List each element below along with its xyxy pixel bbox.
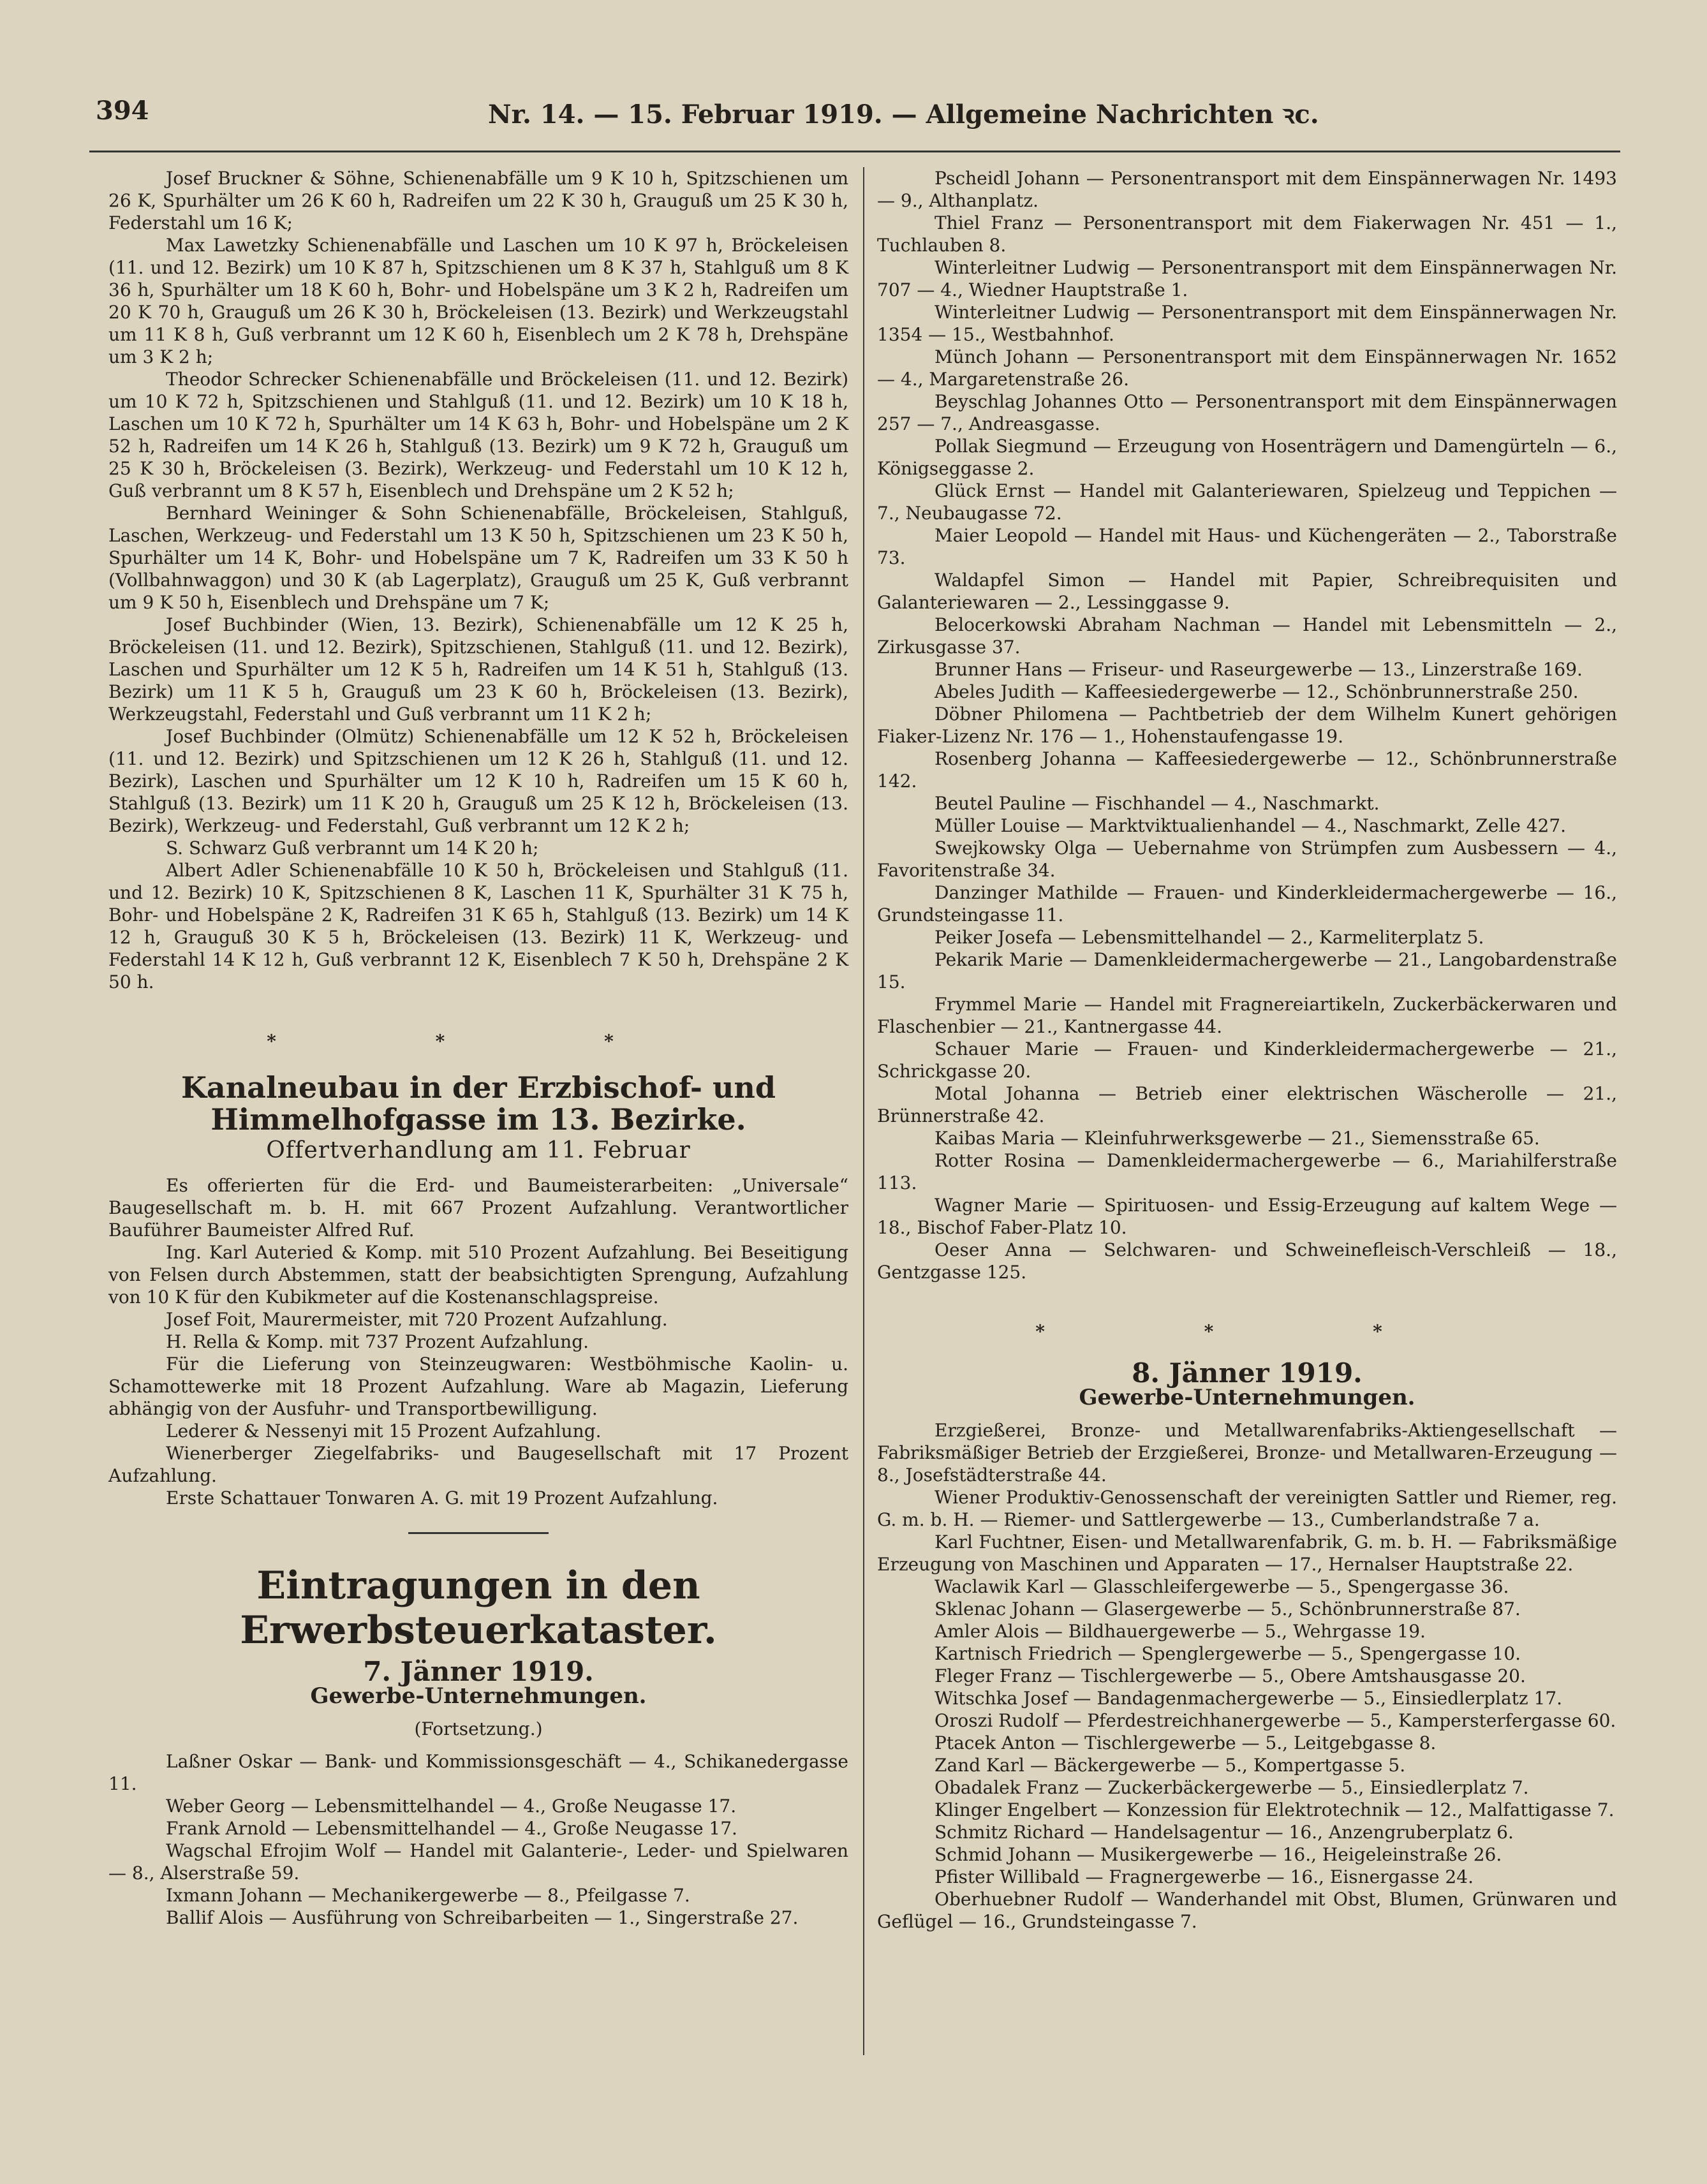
registry-entry: Brunner Hans — Friseur- und Raseurgewerbe — 13., Linzerstraße 169.: [935, 659, 1583, 680]
offer-paragraph: Josef Foit, Maurermeister, mit 720 Prozent Aufzahlung.: [166, 1309, 668, 1330]
registry-entry: Oberhuebner Rudolf — Wanderhandel mit Obst, Blumen, Grünwaren und Geflügel — 16., Grundsteingasse 7.: [877, 1889, 1617, 1932]
registry-entry: Waclawik Karl — Glasschleifergewerbe — 5., Spengergasse 36.: [935, 1576, 1509, 1597]
registry-entry: Swejkowsky Olga — Uebernahme von Strümpfen zum Ausbessern — 4., Favoritenstraße 34.: [877, 837, 1617, 881]
registry-entry: Motal Johanna — Betrieb einer elektrischen Wäscherolle — 21., Brünnerstraße 42.: [877, 1083, 1617, 1126]
date-heading: 7. Jänner 1919.: [363, 1656, 594, 1687]
registry-entry: Thiel Franz — Personentransport mit dem Fiakerwagen Nr. 451 — 1., Tuchlauben 8.: [877, 212, 1617, 256]
section-rule: [408, 1532, 549, 1534]
bid-paragraph: S. Schwarz Guß verbrannt um 14 K 20 h;: [166, 837, 539, 859]
registry-entry: Danzinger Mathilde — Frauen- und Kinderkleidermachergewerbe — 16., Grundsteingasse 11.: [877, 882, 1617, 926]
section-title: Kanalneubau in der Erzbischof- und Himmelhofgasse im 13. Bezirke.: [181, 1070, 776, 1137]
registry-entry: Pollak Siegmund — Erzeugung von Hosenträgern und Damengürteln — 6., Königseggasse 2.: [877, 436, 1617, 479]
offer-paragraph: Erste Schattauer Tonwaren A. G. mit 19 Prozent Aufzahlung.: [166, 1487, 718, 1509]
registry-entry: Pfister Willibald — Fragnergewerbe — 16., Eisnergasse 24.: [935, 1866, 1474, 1887]
registry-entry: Kaibas Maria — Kleinfuhrwerksgewerbe — 21., Siemensstraße 65.: [935, 1128, 1540, 1149]
registry-entry: Winterleitner Ludwig — Personentransport mit dem Einspännerwagen Nr. 707 — 4., Wiedner Hauptstraße 1.: [877, 257, 1617, 300]
registry-entry: Pekarik Marie — Damenkleidermachergewerbe — 21., Langobardenstraße 15.: [877, 949, 1617, 992]
bid-paragraph: Theodor Schrecker Schienenabfälle und Bröckeleisen (11. und 12. Bezirk) um 10 K 72 h, Spitzschienen und Stahlguß (11. und 12. Bezirk) um 10 K 18 h, Laschen um 10 K 72 h, Spurhälter um 14 K 63 h, Bohr- und Hobelspäne um 2 K 52 h, Radreifen um 14 K 26 h, Stahlguß (13. Bezirk) um 9 K 72 h, Grauguß um 25 K 30 h, Bröckeleisen (3. Bezirk), Werkzeug- und Federstahl um 10 K 12 h, Guß verbrannt um 8 K 57 h, Eisenblech und Drehspäne um 2 K 52 h;: [108, 369, 848, 501]
offer-paragraph: Für die Lieferung von Steinzeugwaren: Westböhmische Kaolin- u. Schamottewerke mit 18 Prozent Aufzahlung. Ware ab Magazin, Lieferung abhängig von der Ausfuhr- und Transportbewilligung.: [108, 1354, 848, 1419]
registry-entry: Ixmann Johann — Mechanikergewerbe — 8., Pfeilgasse 7.: [166, 1885, 690, 1906]
registry-entry: Rosenberg Johanna — Kaffeesiedergewerbe — 12., Schönbrunnerstraße 142.: [877, 748, 1617, 792]
bid-paragraph: Max Lawetzky Schienenabfälle und Laschen um 10 K 97 h, Bröckeleisen (11. und 12. Bezirk) um 10 K 87 h, Spitzschienen um 8 K 37 h, Stahlguß um 8 K 36 h, Spurhälter um 18 K 60 h, Bohr- und Hobelspäne um 3 K 2 h, Radreifen um 20 K 70 h, Grauguß um 26 K 30 h, Bröckeleisen (13. Bezirk) und Werkzeugstahl um 11 K 8 h, Guß verbrannt um 12 K 60 h, Eisenblech um 2 K 78 h, Drehspäne um 3 K 2 h;: [108, 235, 848, 367]
bid-paragraph: Josef Buchbinder (Olmütz) Schienenabfälle um 12 K 52 h, Bröckeleisen (11. und 12. Bezirk) und Spitzschienen um 12 K 26 h, Stahlguß (11. und 12. Bezirk), Laschen und Spurhälter um 12 K 10 h, Radreifen um 15 K 60 h, Stahlguß (13. Bezirk) um 11 K 20 h, Grauguß um 25 K 12 h, Bröckeleisen (13. Bezirk), Werkzeug- und Federstahl, Guß verbrannt um 12 K 2 h;: [108, 726, 848, 836]
section-subtitle: Offertverhandlung am 11. Februar: [266, 1137, 691, 1163]
registry-entry: Waldapfel Simon — Handel mit Papier, Schreibrequisiten und Galanteriewaren — 2., Lessinggasse 9.: [877, 570, 1617, 613]
bid-paragraph: Albert Adler Schienenabfälle 10 K 50 h, Bröckeleisen und Stahlguß (11. und 12. Bezirk) 10 K, Spitzschienen 8 K, Laschen 11 K, Spurhälter 31 K 75 h, Bohr- und Hobelspäne 2 K, Radreifen 31 K 65 h, Stahlguß (13. Bezirk) um 14 K 12 h, Grauguß 30 K 5 h, Bröckeleisen (13. Bezirk) 11 K, Werkzeug- und Federstahl 14 K 12 h, Guß verbrannt 12 K, Eisenblech 7 K 50 h, Drehspäne 2 K 50 h.: [108, 860, 848, 992]
registry-entry: Obadalek Franz — Zuckerbäckergewerbe — 5., Einsiedlerplatz 7.: [935, 1777, 1529, 1798]
registry-entry: Witschka Josef — Bandagenmachergewerbe — 5., Einsiedlerplatz 17.: [935, 1688, 1563, 1709]
main-heading: Eintragungen in den Erwerbsteuerkataster.: [240, 1563, 717, 1653]
registry-entry: Klinger Engelbert — Konzession für Elektrotechnik — 12., Malfattigasse 7.: [935, 1799, 1615, 1820]
registry-entry: Maier Leopold — Handel mit Haus- und Küchengeräten — 2., Taborstraße 73.: [877, 525, 1617, 568]
continuation-note: (Fortsetzung.): [414, 1718, 543, 1739]
registry-entry: Wiener Produktiv-Genossenschaft der vereinigten Sattler und Riemer, reg. G. m. b. H. — Riemer- und Sattlergewerbe — 13., Cumberlandstraße 7 a.: [877, 1487, 1617, 1530]
registry-entry: Kartnisch Friedrich — Spenglergewerbe — 5., Spengergasse 10.: [935, 1643, 1521, 1664]
registry-entry: Döbner Philomena — Pachtbetrieb der dem Wilhelm Kunert gehörigen Fiaker-Lizenz Nr. 176 — 1., Hohenstaufengasse 19.: [877, 704, 1617, 747]
registry-entry: Münch Johann — Personentransport mit dem Einspännerwagen Nr. 1652 — 4., Margaretenstraße 26.: [877, 346, 1617, 390]
column-divider: [863, 167, 864, 2055]
registry-entry: Beyschlag Johannes Otto — Personentransport mit dem Einspännerwagen 257 — 7., Andreasgasse.: [877, 391, 1617, 434]
bid-paragraph: Bernhard Weininger & Sohn Schienenabfälle, Bröckeleisen, Stahlguß, Laschen, Werkzeug- und Federstahl um 13 K 50 h, Spitzschienen um 23 K 50 h, Spurhälter um 14 K, Bohr- und Hobelspäne um 7 K, Radreifen um 33 K 50 h (Vollbahnwaggon) und 30 K (ab Lagerplatz), Grauguß um 25 K, Guß verbrannt um 9 K 50 h, Eisenblech und Drehspäne um 7 K;: [108, 503, 848, 613]
registry-entry: Sklenac Johann — Glasergewerbe — 5., Schönbrunnerstraße 87.: [935, 1598, 1521, 1620]
section-separator: * * *: [1035, 1321, 1459, 1342]
registry-entry: Oeser Anna — Selchwaren- und Schweinefleisch-Verschleiß — 18., Gentzgasse 125.: [877, 1239, 1617, 1283]
registry-entry: Abeles Judith — Kaffeesiedergewerbe — 12., Schönbrunnerstraße 250.: [935, 681, 1579, 702]
registry-entry: Schmid Johann — Musikergewerbe — 16., Heigeleinstraße 26.: [935, 1844, 1502, 1865]
page-header: [96, 96, 1601, 134]
registry-entry: Laßner Oskar — Bank- und Kommissionsgeschäft — 4., Schikanedergasse 11.: [108, 1751, 848, 1794]
registry-entry: Wagner Marie — Spirituosen- und Essig-Erzeugung auf kaltem Wege — 18., Bischof Faber-Platz 10.: [877, 1195, 1617, 1238]
registry-entry: Frank Arnold — Lebensmittelhandel — 4., Große Neugasse 17.: [166, 1818, 737, 1839]
category-heading: Gewerbe-Unternehmungen.: [1079, 1385, 1415, 1410]
registry-entry: Ballif Alois — Ausführung von Schreibarbeiten — 1., Singerstraße 27.: [166, 1907, 799, 1928]
header-rule: [89, 151, 1620, 152]
registry-entry: Amler Alois — Bildhauergewerbe — 5., Wehrgasse 19.: [935, 1621, 1426, 1642]
offer-paragraph: H. Rella & Komp. mit 737 Prozent Aufzahlung.: [166, 1331, 589, 1352]
date-heading: 8. Jänner 1919.: [1132, 1357, 1363, 1389]
category-heading: Gewerbe-Unternehmungen.: [310, 1683, 647, 1709]
registry-entry: Schauer Marie — Frauen- und Kinderkleidermachergewerbe — 21., Schrickgasse 20.: [877, 1038, 1617, 1082]
registry-entry: Belocerkowski Abraham Nachman — Handel mit Lebensmitteln — 2., Zirkusgasse 37.: [877, 614, 1617, 658]
section-separator: * * *: [267, 1031, 690, 1052]
running-title: Nr. 14. — 15. Februar 1919. — Allgemeine Nachrichten ꝛc.: [488, 100, 1319, 129]
registry-entry: Schmitz Richard — Handelsagentur — 16., Anzengruberplatz 6.: [935, 1822, 1514, 1843]
registry-entry: Wagschal Efrojim Wolf — Handel mit Galanterie-, Leder- und Spielwaren — 8., Alserstraße 59.: [108, 1840, 848, 1884]
offer-paragraph: Lederer & Nessenyi mit 15 Prozent Aufzahlung.: [166, 1420, 602, 1442]
registry-entry: Fleger Franz — Tischlergewerbe — 5., Obere Amtshausgasse 20.: [935, 1665, 1526, 1686]
registry-entry: Rotter Rosina — Damenkleidermachergewerbe — 6., Mariahilferstraße 113.: [877, 1150, 1617, 1193]
offer-paragraph: Ing. Karl Auteried & Komp. mit 510 Prozent Aufzahlung. Bei Beseitigung von Felsen durch Abstemmen, statt der beabsichtigten Sprengung, Aufzahlung von 10 K für den Kubikmeter auf die Kostenanschlagspreise.: [108, 1242, 848, 1308]
registry-entry: Karl Fuchtner, Eisen- und Metallwarenfabrik, G. m. b. H. — Fabriksmäßige Erzeugung von Maschinen und Apparaten — 17., Hernalser Hauptstraße 22.: [877, 1531, 1617, 1575]
registry-entry: Peiker Josefa — Lebensmittelhandel — 2., Karmeliterplatz 5.: [935, 927, 1484, 948]
registry-entry: Erzgießerei, Bronze- und Metallwarenfabriks-Aktiengesellschaft — Fabriksmäßiger Betrieb der Erzgießerei, Bronze- und Metallwaren-Erzeugung — 8., Josefstädterstraße 44.: [877, 1420, 1617, 1486]
registry-entry: Beutel Pauline — Fischhandel — 4., Naschmarkt.: [935, 793, 1380, 814]
left-column: [108, 167, 848, 1929]
registry-entry: Weber Georg — Lebensmittelhandel — 4., Große Neugasse 17.: [166, 1796, 737, 1817]
registry-entry: Glück Ernst — Handel mit Galanteriewaren, Spielzeug und Teppichen — 7., Neubaugasse 72.: [877, 480, 1617, 524]
page-number: 394: [96, 96, 149, 126]
registry-entry: Ptacek Anton — Tischlergewerbe — 5., Leitgebgasse 8.: [935, 1732, 1437, 1753]
registry-entry: Müller Louise — Marktviktualienhandel — 4., Naschmarkt, Zelle 427.: [935, 815, 1567, 836]
registry-entry: Frymmel Marie — Handel mit Fragnereiartikeln, Zuckerbäckerwaren und Flaschenbier — 21., Kantnergasse 44.: [877, 994, 1617, 1037]
registry-entry: Winterleitner Ludwig — Personentransport mit dem Einspännerwagen Nr. 1354 — 15., Westbahnhof.: [877, 302, 1617, 345]
bid-paragraph: Josef Buchbinder (Wien, 13. Bezirk), Schienenabfälle um 12 K 25 h, Bröckeleisen (11. und 12. Bezirk), Spitzschienen, Stahlguß (11. und 12. Bezirk), Laschen und Spurhälter um 12 K 5 h, Radreifen um 14 K 51 h, Stahlguß (13. Bezirk) um 11 K 5 h, Grauguß um 23 K 60 h, Bröckeleisen (13. Bezirk), Werkzeugstahl, Federstahl und Guß verbrannt um 11 K 2 h;: [108, 614, 848, 725]
registry-entry: Pscheidl Johann — Personentransport mit dem Einspännerwagen Nr. 1493 — 9., Althanplatz.: [877, 168, 1617, 211]
bid-paragraph: Josef Bruckner & Söhne, Schienenabfälle um 9 K 10 h, Spitzschienen um 26 K, Spurhälter um 26 K 60 h, Radreifen um 22 K 30 h, Grauguß um 25 K 30 h, Federstahl um 16 K;: [108, 168, 848, 233]
registry-entry: Oroszi Rudolf — Pferdestreichhanergewerbe — 5., Kampersterfergasse 60.: [935, 1710, 1616, 1731]
right-column: [877, 167, 1617, 1933]
offer-paragraph: Es offerierten für die Erd- und Baumeisterarbeiten: „Universale“ Baugesellschaft m. b. H. mit 667 Prozent Aufzahlung. Verantwortlicher Bauführer Baumeister Alfred Ruf.: [108, 1175, 848, 1241]
offer-paragraph: Wienerberger Ziegelfabriks- und Baugesellschaft mit 17 Prozent Aufzahlung.: [108, 1443, 848, 1486]
registry-entry: Zand Karl — Bäckergewerbe — 5., Kompertgasse 5.: [935, 1755, 1406, 1776]
